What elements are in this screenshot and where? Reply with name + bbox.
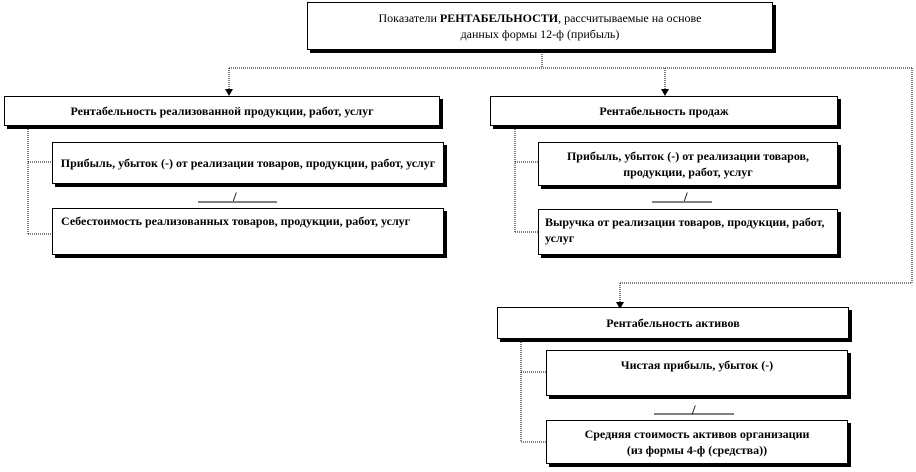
divider-sales-profitability: /	[684, 189, 688, 204]
title-sales-profitability: Рентабельность продаж	[490, 96, 838, 126]
numerator-sales-profitability: Прибыль, убыток (-) от реализации товаров, продукции, работ, услуг	[538, 142, 838, 186]
denominator-sales-profitability: Выручка от реализации товаров, продукции, работ, услуг	[538, 209, 838, 255]
divider-assets-profitability: /	[692, 402, 696, 417]
root-text-post: , рассчитываемые на основе	[558, 11, 702, 25]
root-text-pre: Показатели	[378, 11, 440, 25]
root-box	[307, 2, 773, 50]
numerator-assets-profitability: Чистая прибыль, убыток (-)	[546, 350, 848, 396]
denominator-assets-line1: Средняя стоимость активов организации	[584, 427, 810, 441]
root-text-bold: РЕНТАБЕЛЬНОСТИ	[439, 11, 559, 25]
denominator-products-profitability: Себестоимость реализованных товаров, продукции, работ, услуг	[52, 208, 444, 255]
title-products-profitability: Рентабельность реализованной продукции, работ, услуг	[4, 96, 440, 126]
root-text-line2: данных формы 12-ф (прибыль)	[460, 27, 620, 41]
denominator-assets-profitability	[546, 420, 848, 464]
divider-products-profitability: /	[233, 189, 237, 204]
title-assets-profitability: Рентабельность активов	[497, 307, 849, 339]
numerator-products-profitability: Прибыль, убыток (-) от реализации товаров, продукции, работ, услуг	[52, 142, 444, 184]
denominator-assets-line2: (из формы 4-ф (средства))	[626, 443, 768, 457]
